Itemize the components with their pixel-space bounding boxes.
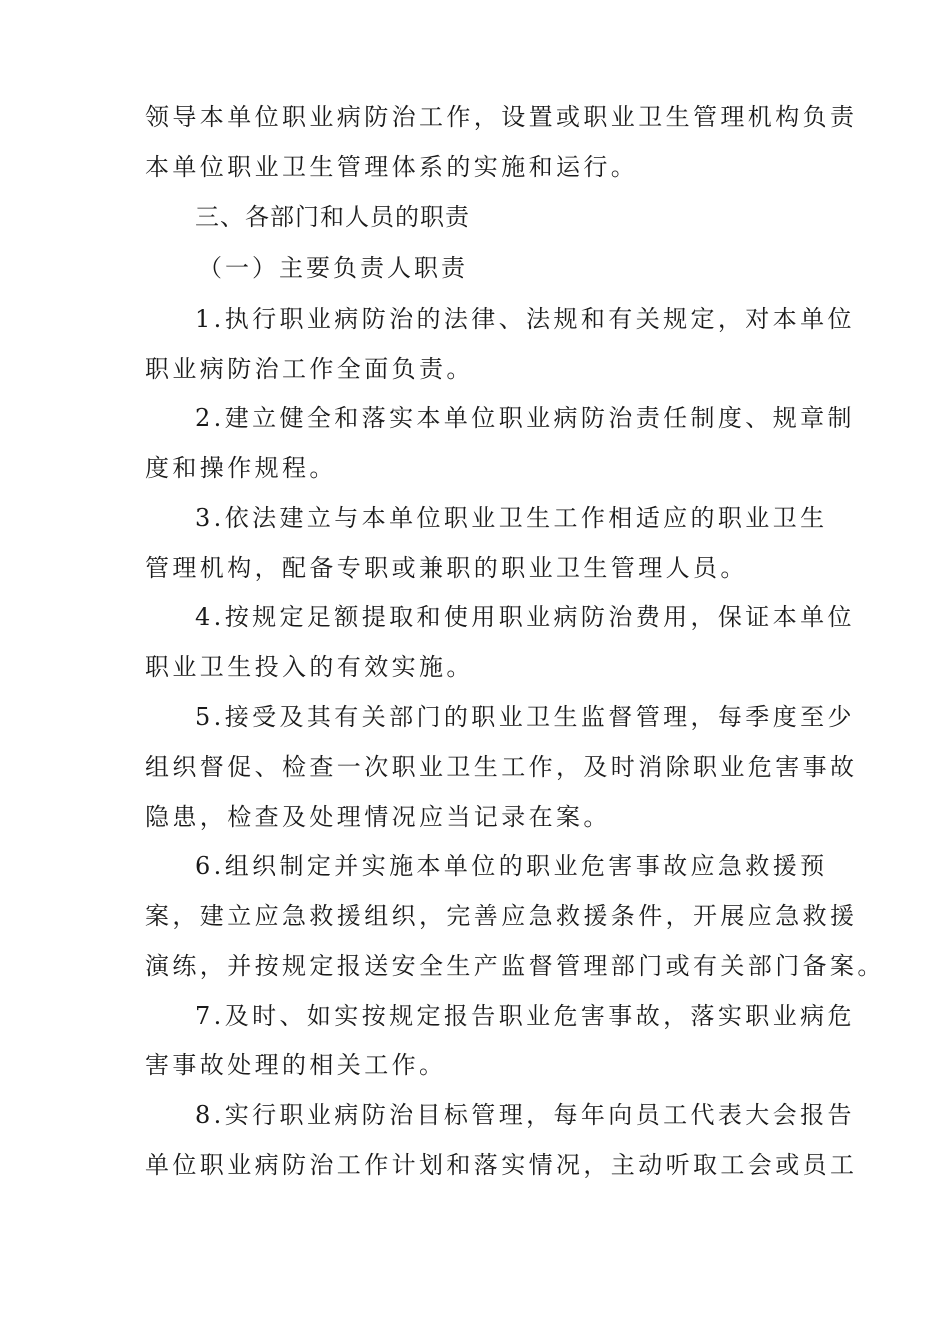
- body-text-line: 本单位职业卫生管理体系的实施和运行。: [145, 153, 639, 181]
- list-item-4-line: 4.按规定足额提取和使用职业病防治费用，保证本单位: [195, 603, 855, 631]
- subsection-heading: （一）主要负责人职责: [198, 254, 468, 282]
- list-item-3-line: 管理机构，配备专职或兼职的职业卫生管理人员。: [145, 554, 748, 582]
- list-item-6-line: 演练，并按规定报送安全生产监督管理部门或有关部门备案。: [145, 952, 885, 980]
- list-item-1-line: 1.执行职业病防治的法律、法规和有关规定，对本单位: [195, 305, 855, 333]
- list-item-2-line: 2.建立健全和落实本单位职业病防治责任制度、规章制: [195, 404, 855, 432]
- section-heading: 三、各部门和人员的职责: [195, 203, 470, 231]
- list-item-1-line: 职业病防治工作全面负责。: [145, 355, 474, 383]
- list-item-8-line: 8.实行职业病防治目标管理，每年向员工代表大会报告: [195, 1101, 855, 1129]
- list-item-7-line: 7.及时、如实按规定报告职业危害事故，落实职业病危: [195, 1002, 855, 1030]
- list-item-6-line: 6.组织制定并实施本单位的职业危害事故应急救援预: [195, 852, 828, 880]
- list-item-5-line: 隐患，检查及处理情况应当记录在案。: [145, 803, 611, 831]
- list-item-6-line: 案，建立应急救援组织，完善应急救援条件，开展应急救援: [145, 902, 858, 930]
- list-item-3-line: 3.依法建立与本单位职业卫生工作相适应的职业卫生: [195, 504, 828, 532]
- body-text-line: 领导本单位职业病防治工作，设置或职业卫生管理机构负责: [145, 103, 858, 131]
- list-item-2-line: 度和操作规程。: [145, 454, 337, 482]
- list-item-7-line: 害事故处理的相关工作。: [145, 1051, 447, 1079]
- list-item-8-line: 单位职业病防治工作计划和落实情况，主动听取工会或员工: [145, 1151, 858, 1179]
- list-item-5-line: 5.接受及其有关部门的职业卫生监督管理，每季度至少: [195, 703, 855, 731]
- list-item-5-line: 组织督促、检查一次职业卫生工作，及时消除职业危害事故: [145, 753, 858, 781]
- list-item-4-line: 职业卫生投入的有效实施。: [145, 653, 474, 681]
